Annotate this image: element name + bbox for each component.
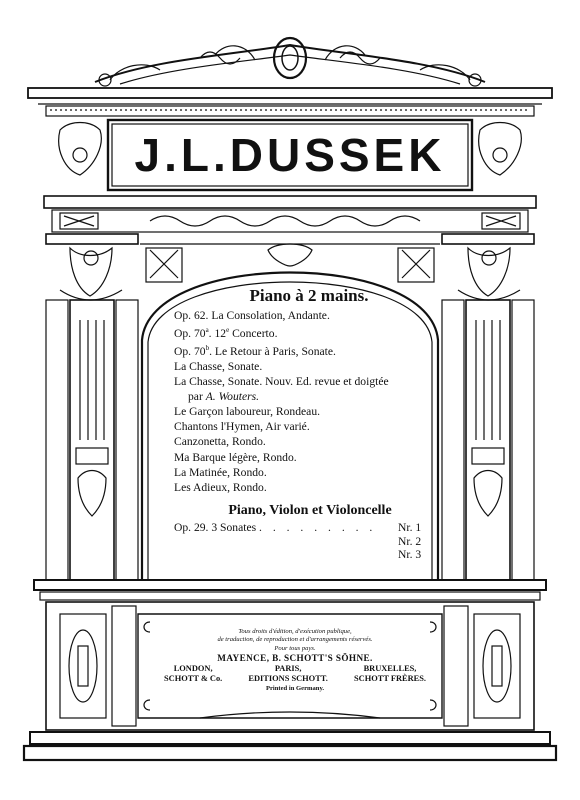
branch-bruxelles	[354, 664, 426, 684]
sonata-work: Op. 29. 3 Sonates	[174, 521, 257, 534]
printed-in: Printed in Germany.	[265, 684, 325, 692]
work-sup: a	[205, 326, 209, 335]
branch-paris	[248, 664, 327, 684]
rights-notice: de traduction, de reproduction et d'arrangements réservés.	[217, 636, 373, 644]
work-item	[174, 419, 454, 434]
work-text: Chantons l'Hymen, Air varié.	[174, 420, 310, 434]
work-item	[174, 434, 454, 449]
work-pre: par	[188, 390, 206, 404]
leader-dots: . . . . . . . . .	[259, 521, 377, 534]
work-item	[174, 308, 454, 323]
sonata-row	[174, 535, 434, 549]
work-item	[174, 389, 454, 404]
work-pre: Op. 70	[174, 344, 206, 358]
piano-works	[174, 308, 454, 495]
section-heading-piano: Piano à 2 mains.	[249, 286, 369, 305]
work-text: La Chasse, Sonate.	[174, 360, 263, 373]
sonata-row	[174, 521, 434, 535]
sonata-row	[174, 548, 434, 562]
work-item	[174, 450, 454, 465]
branch-city: BRUXELLES,	[363, 663, 417, 673]
work-item	[174, 323, 454, 341]
branch-firm: EDITIONS SCHOTT.	[248, 673, 328, 683]
work-item	[174, 341, 454, 359]
publisher-main: MAYENCE, B. SCHOTT'S SÖHNE.	[217, 653, 373, 664]
rights-notice: Tous droits d'édition, d'exécution publique,	[238, 628, 352, 635]
work-text: Le Garçon laboureur, Rondeau.	[174, 405, 321, 419]
sonata-number: Nr. 1	[398, 521, 422, 534]
section-heading-trio: Piano, Violon et Violoncelle	[228, 502, 392, 518]
sonata-number: Nr. 3	[398, 548, 422, 561]
work-item	[174, 465, 454, 480]
work-text: Op. 62. La Consolation, Andante.	[174, 309, 330, 322]
work-text: Canzonetta, Rondo.	[174, 435, 266, 449]
works-list	[174, 286, 454, 524]
composer-title: J.L.DUSSEK	[134, 129, 446, 181]
work-post: . Le Retour à Paris, Sonate.	[209, 344, 336, 358]
work-text: Ma Barque légère, Rondo.	[174, 450, 297, 464]
sonata-number: Nr. 2	[398, 534, 422, 548]
work-item	[174, 359, 454, 374]
publisher-block	[160, 628, 430, 694]
work-text: La Chasse, Sonate. Nouv. Ed. revue et doigtée	[174, 375, 389, 389]
work-post: . 12	[208, 326, 227, 340]
work-sup: b	[205, 344, 210, 353]
work-item	[174, 480, 454, 495]
trio-sonatas	[174, 521, 434, 562]
branch-firm: SCHOTT & Co.	[164, 673, 223, 683]
branch-london	[164, 664, 222, 684]
branch-city: PARIS,	[274, 663, 302, 673]
rights-notice: Pour tous pays.	[274, 644, 316, 652]
work-text: Les Adieux, Rondo.	[174, 480, 267, 494]
work-pre: Op. 70	[174, 326, 206, 340]
work-post2: Concerto.	[229, 326, 278, 340]
work-item	[174, 404, 454, 419]
branch-city: LONDON,	[173, 663, 213, 673]
work-italic: A. Wouters.	[205, 390, 260, 404]
work-text: La Matinée, Rondo.	[174, 465, 267, 479]
branch-firm: SCHOTT FRÈRES.	[354, 673, 426, 683]
work-sup2: e	[226, 326, 230, 335]
publisher-branches	[160, 664, 430, 684]
work-item	[174, 374, 454, 389]
